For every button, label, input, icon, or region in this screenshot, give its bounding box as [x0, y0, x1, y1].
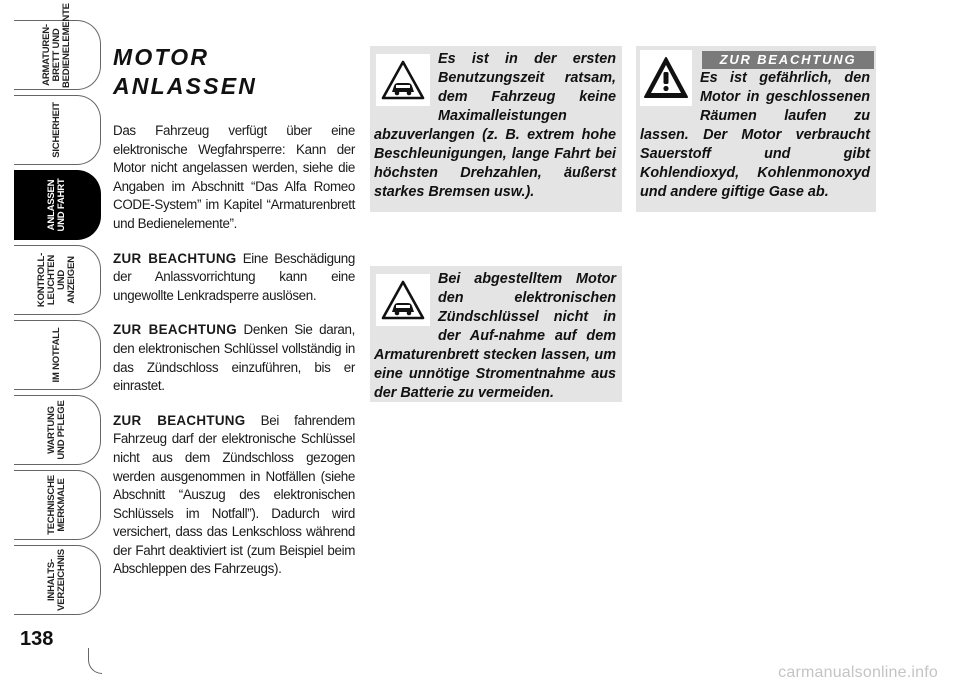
tab-label: ARMATUREN- BRETT UND BEDIENELEMENTE	[41, 3, 72, 88]
note-text: Bei fahrendem Fahrzeug darf der elektronische Schlüssel nicht aus dem Zündschloss gezogen werden ausgenommen in Notfällen (siehe Abschnitt “Auszug des elektronischen Schlüssels im Notfall”). Dadurch wird versichert, dass das Lenkschloss während der Fahrt deaktiviert ist (zum Beispiel beim Abschleppen des Fahrzeugs).	[113, 412, 355, 577]
note-paragraph	[113, 250, 355, 306]
danger-warning-box	[636, 46, 876, 212]
tab-sicherheit[interactable]	[14, 95, 101, 165]
tab-label: TECHNISCHE MERKMALE	[46, 475, 67, 535]
car-advice-icon	[376, 274, 430, 326]
page-number: 138	[20, 628, 54, 650]
note-paragraph	[113, 412, 355, 579]
tab-label: INHALTS- VERZEICHNIS	[46, 549, 67, 611]
note-paragraph	[113, 321, 355, 395]
tab-armaturenbrett[interactable]	[14, 3, 101, 90]
page-title: MOTOR ANLASSEN	[113, 44, 258, 99]
tab-label: IM NOTFALL	[51, 327, 62, 383]
car-advice-icon	[376, 54, 430, 106]
advice-text: Bei abgestelltem Motor den elektronischen Zündschlüssel nicht in der Auf-nahme auf dem Armaturenbrett stecken lassen, um eine unnötige Stromentnahme aus der Batterie zu vermeiden.	[374, 271, 616, 401]
tab-anlassen-und-fahrt[interactable]	[14, 170, 101, 240]
advice-box-key	[370, 266, 622, 402]
tab-kontrollleuchten[interactable]	[14, 245, 101, 315]
warning-triangle-icon	[640, 50, 692, 106]
warning-heading: ZUR BEACHTUNG	[702, 51, 874, 69]
tab-label: ANLASSEN UND FAHRT	[46, 178, 67, 232]
warning-text: Es ist gefährlich, den Motor in geschlossenen Räumen laufen zu lassen. Der Motor verbraucht Sauerstoff und gibt Kohlendioxyd, Kohlenmonoxyd und andere giftige Gase ab.	[640, 70, 870, 200]
watermark: carmanualsonline.info	[778, 664, 938, 681]
note-keyword: ZUR BEACHTUNG	[113, 250, 237, 266]
note-keyword: ZUR BEACHTUNG	[113, 412, 246, 428]
tab-wartung-und-pflege[interactable]	[14, 395, 101, 465]
tab-label: KONTROLL- LEUCHTEN UND ANZEIGEN	[36, 252, 77, 308]
tab-im-notfall[interactable]	[14, 320, 101, 390]
tab-technische-merkmale[interactable]	[14, 470, 101, 540]
note-text: Denken Sie daran, den elektronischen Schlüssel vollständig in das Zündschloss einzuführen, bis er einrastet.	[113, 322, 355, 394]
corner-divider	[88, 648, 102, 674]
tab-label: WARTUNG UND PFLEGE	[46, 400, 67, 460]
tab-label: SICHERHEIT	[51, 102, 62, 158]
note-text: Eine Beschädigung der Anlassvorrichtung kann eine ungewollte Lenkradsperre auslösen.	[113, 250, 355, 303]
advice-box-running-in	[370, 46, 622, 212]
tab-inhaltsverzeichnis[interactable]	[14, 545, 101, 615]
intro-paragraph: Das Fahrzeug verfügt über eine elektronische Wegfahrsperre: Kann der Motor nicht angelassen werden, siehe die Angaben im Abschnitt “Das Alfa Romeo CODE-System” im Kapitel “Armaturenbrett und Bedienelemente”.	[113, 123, 355, 231]
advice-text: Es ist in der ersten Benutzungszeit ratsam, dem Fahrzeug keine Maximalleistungen abzuverlangen (z. B. extrem hohe Beschleunigungen, lange Fahrt bei höchsten Drehzahlen, äußerst starkes Bremsen usw.).	[374, 51, 616, 200]
note-keyword: ZUR BEACHTUNG	[113, 322, 237, 338]
chapter-tabs	[0, 0, 110, 692]
body-text-column	[113, 122, 355, 595]
